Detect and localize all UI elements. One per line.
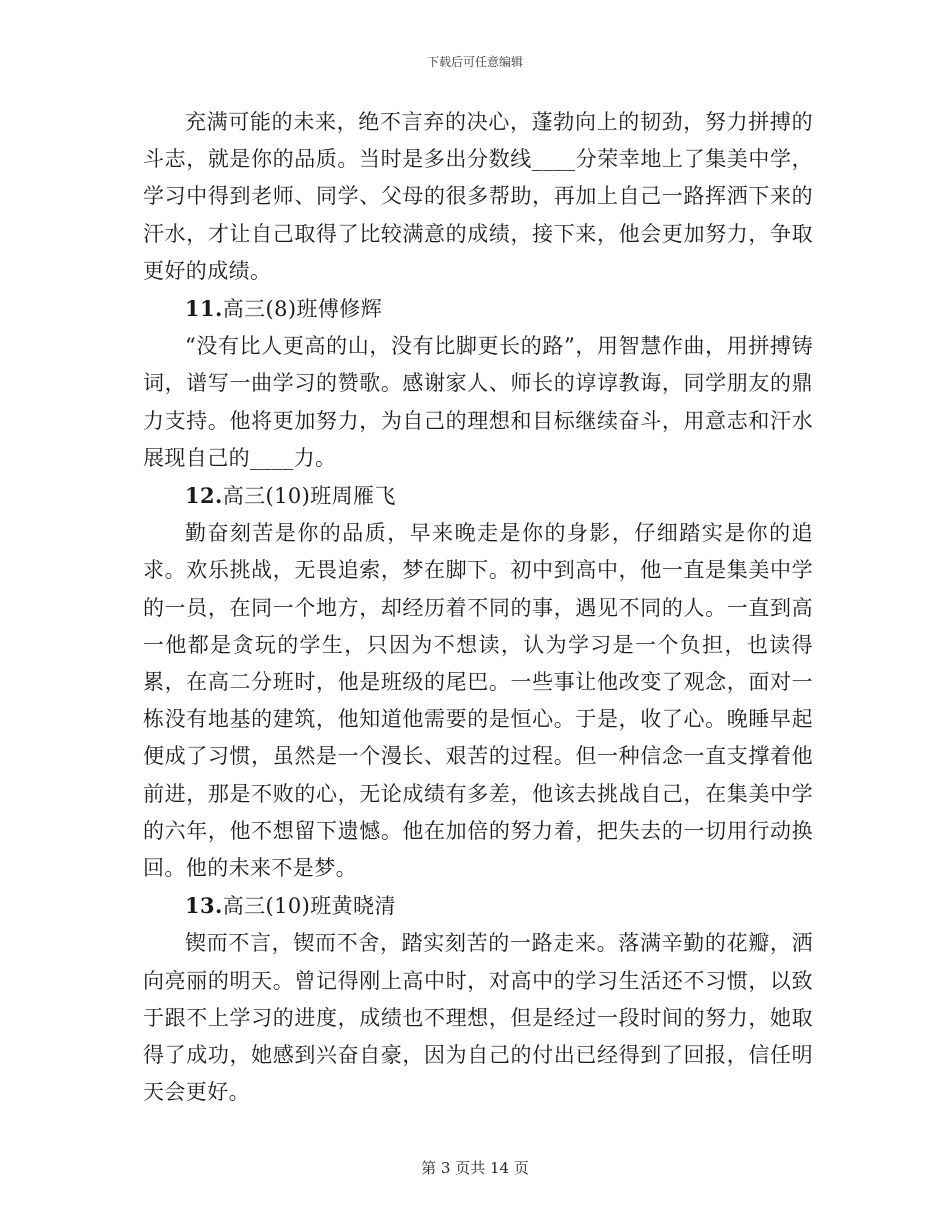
heading-title: 高三(8)班傅修辉	[222, 297, 383, 322]
heading-title: 高三(10)班黄晓清	[222, 894, 396, 919]
heading-number: 12.	[185, 483, 223, 509]
heading-number: 11.	[185, 296, 223, 322]
page-header: 下载后可任意编辑	[426, 55, 523, 69]
section-heading	[143, 477, 813, 515]
heading-number: 13.	[185, 893, 223, 919]
paragraph: “没有比人更高的山，没有比脚更长的路”，用智慧作曲，用拼搏铸词，谱写一曲学习的赞歌。感谢家人、师长的谆谆教诲，同学朋友的鼎力支持。他将更加努力，为自己的理想和目标继续奋斗，用意志和汗水展现自己的____力。	[143, 334, 813, 470]
paragraph: 勤奋刻苦是你的品质，早来晚走是你的身影，仔细踏实是你的追求。欢乐挑战，无畏追索，梦在脚下。初中到高中，他一直是集美中学的一员，在同一个地方，却经历着不同的事，遇见不同的人。一直到高一他都是贪玩的学生，只因为不想读，认为学习是一个负担，也读得累，在高二分班时，他是班级的尾巴。一些事让他改变了观念，面对一栋没有地基的建筑，他知道他需要的是恒心。于是，收了心。晚睡早起便成了习惯，虽然是一个漫长、艰苦的过程。但一种信念一直支撑着他前进，那是不败的心，无论成绩有多差，他该去挑战自己，在集美中学的六年，他不想留下遗憾。他在加倍的努力着，把失去的一切用行动换回。他的未来不是梦。	[143, 521, 813, 881]
heading-title: 高三(10)班周雁飞	[222, 484, 396, 509]
page-footer: 第 3 页共 14 页	[421, 1159, 529, 1177]
document-body	[143, 104, 813, 1111]
paragraph: 锲而不言，锲而不舍，踏实刻苦的一路走来。落满辛勤的花瓣，洒向亮丽的明天。曾记得刚上高中时，对高中的学习生活还不习惯，以致于跟不上学习的进度，成绩也不理想，但是经过一段时间的努力，她取得了成功，她感到兴奋自豪，因为自己的付出已经得到了回报，信任明天会更好。	[143, 931, 813, 1105]
paragraph: 充满可能的未来，绝不言弃的决心，蓬勃向上的韧劲，努力拼搏的斗志，就是你的品质。当时是多出分数线____分荣幸地上了集美中学，学习中得到老师、同学、父母的很多帮助，再加上自己一路挥洒下来的汗水，才让自己取得了比较满意的成绩，接下来，他会更加努力，争取更好的成绩。	[143, 110, 813, 283]
section-heading	[143, 290, 813, 328]
section-heading	[143, 887, 813, 925]
